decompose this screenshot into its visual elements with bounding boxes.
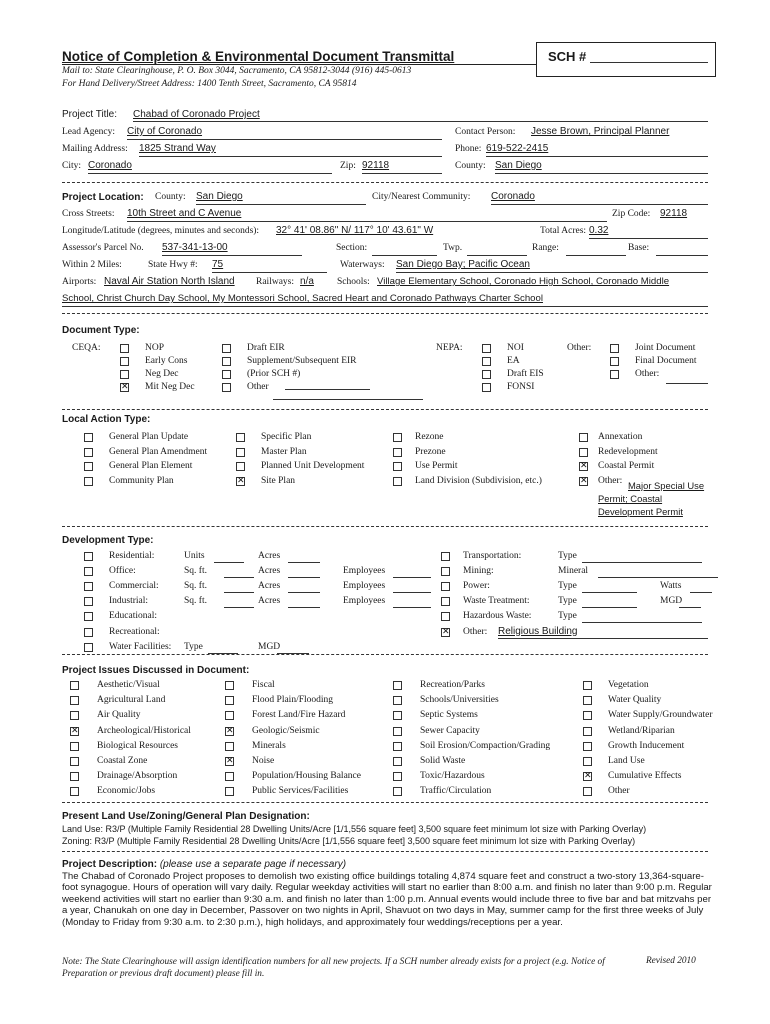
community-line <box>491 204 708 205</box>
zip-label: Zip: <box>340 161 356 171</box>
issue-label-toxic-hazardous: Toxic/Hazardous <box>420 771 485 782</box>
doc-other-input[interactable] <box>273 399 423 400</box>
issue-label-septic-systems: Septic Systems <box>420 710 478 721</box>
location-heading: Project Location: <box>62 192 144 203</box>
other-doc-label-other: Other: <box>635 369 660 379</box>
loc-zip-value[interactable]: 92118 <box>660 208 688 219</box>
contact-value[interactable]: Jesse Brown, Principal Planner <box>531 126 670 137</box>
zip-line <box>362 173 442 174</box>
dev-label-mining: Mining: <box>463 566 494 577</box>
nepa-label-fonsi: FONSI <box>507 382 535 392</box>
dev-office-f2-label: Acres <box>258 566 281 577</box>
sch-input[interactable] <box>590 62 708 63</box>
local-action-label-prezone: Prezone <box>415 446 446 457</box>
ceqa-label-draft-eir: Draft EIR <box>247 343 285 353</box>
ceqa-checkbox-prior-sch[interactable] <box>222 370 231 379</box>
base-input[interactable] <box>656 255 708 256</box>
issue-checkbox-aesthetic-visual[interactable] <box>70 681 79 690</box>
ceqa-checkbox-supplement-subsequent-eir[interactable] <box>222 357 231 366</box>
lead-line <box>127 139 442 140</box>
railways-label: Railways: <box>256 277 294 287</box>
issue-label-growth-inducement: Growth Inducement <box>608 740 685 751</box>
local-action-label-master-plan: Master Plan <box>261 446 307 457</box>
issue-checkbox-economic-jobs[interactable] <box>70 787 79 796</box>
ceqa-checkbox-mit-neg-dec[interactable]: ✕ <box>121 382 129 392</box>
issue-checkbox-solid-waste[interactable] <box>393 757 402 766</box>
hwy-line <box>212 272 327 273</box>
section-input[interactable] <box>372 255 437 256</box>
loc-zip-label: Zip Code: <box>612 209 651 219</box>
zip-value[interactable]: 92118 <box>362 160 390 171</box>
within-label: Within 2 Miles: <box>62 260 122 270</box>
dev-water-facilities-f2-input[interactable] <box>277 653 309 654</box>
issue-label-solid-waste: Solid Waste <box>420 756 466 766</box>
dev-checkbox-residential[interactable] <box>84 552 93 561</box>
waterways-line <box>396 272 708 273</box>
issue-checkbox-geologic-seismic[interactable]: ✕ <box>226 725 234 736</box>
local-action-label-planned-unit-development: Planned Unit Development <box>261 461 365 471</box>
issue-checkbox-coastal-zone[interactable] <box>70 757 79 766</box>
description-note: (please use a separate page if necessary) <box>159 859 347 870</box>
issue-checkbox-schools-universities[interactable] <box>393 696 402 705</box>
parcel-line <box>162 255 302 256</box>
local-action-label-annexation: Annexation <box>598 432 643 442</box>
dev-office-f1-input[interactable] <box>224 577 254 578</box>
footer-note: Note: The State Clearinghouse will assign identification numbers for all new projects. If a SCH number already exists for a project (e.g. Notice of Preparation or previous draft document) please fill in. <box>62 957 605 979</box>
local-action-label-site-plan: Site Plan <box>261 475 296 486</box>
issue-checkbox-sewer-capacity[interactable] <box>393 727 402 736</box>
dev-industrial-f2-input[interactable] <box>288 607 320 608</box>
issue-checkbox-flood-plain-flooding[interactable] <box>225 696 234 705</box>
project-title-label: Project Title: <box>62 109 118 120</box>
ceqa-checkbox-draft-eir[interactable] <box>222 344 231 353</box>
project-title-value[interactable]: Chabad of Coronado Project <box>133 109 260 120</box>
dev-checkbox-power[interactable] <box>441 582 450 591</box>
dev-label-commercial: Commercial: <box>109 581 159 592</box>
divider <box>62 802 708 803</box>
local-action-checkbox-general-plan-element[interactable] <box>84 462 93 471</box>
dev-industrial-f2-label: Acres <box>258 596 281 607</box>
issue-checkbox-septic-systems[interactable] <box>393 711 402 720</box>
ceqa-label-supplement-subsequent-eir: Supplement/Subsequent EIR <box>247 356 357 366</box>
issue-checkbox-other[interactable] <box>583 787 592 796</box>
local-action-label-general-plan-update: General Plan Update <box>109 432 189 442</box>
dev-power-f2-input[interactable] <box>690 592 712 593</box>
dev-checkbox-other[interactable]: ✕ <box>442 626 450 637</box>
issue-label-water-quality: Water Quality <box>608 695 662 706</box>
phone-line <box>486 156 708 157</box>
local-action-label-use-permit: Use Permit <box>415 461 458 471</box>
hand-delivery: For Hand Delivery/Street Address: 1400 Tenth Street, Sacramento, CA 95814 <box>62 79 357 89</box>
local-action-checkbox-community-plan[interactable] <box>84 477 93 486</box>
issue-checkbox-soil-erosion-compaction-grading[interactable] <box>393 742 402 751</box>
other-doc-checkbox-other[interactable] <box>610 370 619 379</box>
range-input[interactable] <box>566 255 626 256</box>
dev-label-residential: Residential: <box>109 551 155 561</box>
issue-checkbox-water-supply-groundwater[interactable] <box>583 711 592 720</box>
issue-label-population-housing-balance: Population/Housing Balance <box>252 771 361 782</box>
dev-label-water-facilities: Water Facilities: <box>109 641 172 652</box>
local-action-label-community-plan: Community Plan <box>109 475 174 486</box>
ceqa-label-neg-dec: Neg Dec <box>145 369 179 379</box>
schools-value-1[interactable]: Village Elementary School, Coronado High School, Coronado Middle <box>377 276 670 287</box>
dev-office-f1-label: Sq. ft. <box>184 566 207 577</box>
description-heading-wrap <box>62 859 346 870</box>
issue-checkbox-drainage-absorption[interactable] <box>70 772 79 781</box>
dev-commercial-f2-input[interactable] <box>288 592 320 593</box>
ceqa-label-other: Other <box>247 382 269 392</box>
other-doc-label: Other: <box>567 343 592 353</box>
local-action-checkbox-general-plan-amendment[interactable] <box>84 448 93 457</box>
local-action-label-land-division-subdivision-etc: Land Division (Subdivision, etc.) <box>415 475 542 486</box>
issue-checkbox-fiscal[interactable] <box>225 681 234 690</box>
ceqa-label: CEQA: <box>72 343 101 353</box>
issue-label-air-quality: Air Quality <box>97 710 141 721</box>
airports-value[interactable]: Naval Air Station North Island <box>104 276 235 287</box>
ceqa-checkbox-nop[interactable] <box>120 344 129 353</box>
issue-checkbox-vegetation[interactable] <box>583 681 592 690</box>
mailing-value[interactable]: 1825 Strand Way <box>139 143 216 154</box>
issues-heading: Project Issues Discussed in Document: <box>62 665 250 676</box>
issue-label-soil-erosion-compaction-grading: Soil Erosion/Compaction/Grading <box>420 740 551 751</box>
dev-commercial-f3-input[interactable] <box>393 592 431 593</box>
dev-label-recreational: Recreational: <box>109 626 160 637</box>
ceqa-label-nop: NOP <box>145 343 165 353</box>
dev-waste-treatment-f1-input[interactable] <box>582 607 637 608</box>
title-line <box>133 121 708 122</box>
issue-checkbox-public-services-facilities[interactable] <box>225 787 234 796</box>
acres-label: Total Acres: <box>540 226 587 236</box>
issue-label-economic-jobs: Economic/Jobs <box>97 786 156 797</box>
local-action-checkbox-land-division-subdivision-etc[interactable] <box>393 477 402 486</box>
phone-label: Phone: <box>455 144 482 154</box>
ceqa-checkbox-other[interactable] <box>222 383 231 392</box>
local-action-checkbox-master-plan[interactable] <box>236 448 245 457</box>
dev-label-hazardous-waste: Hazardous Waste: <box>463 611 532 622</box>
issue-label-vegetation: Vegetation <box>608 680 649 690</box>
nepa-label-noi: NOI <box>507 343 524 353</box>
mail-to: Mail to: State Clearinghouse, P. O. Box 3044, Sacramento, CA 95812-3044 (916) 445-0613 <box>62 66 412 76</box>
dev-label-transportation: Transportation: <box>463 551 522 561</box>
dev-waste-treatment-f2-input[interactable] <box>679 607 701 608</box>
dev-checkbox-waste-treatment[interactable] <box>441 597 450 606</box>
issue-label-water-supply-groundwater: Water Supply/Groundwater <box>608 710 713 721</box>
sch-label: SCH # <box>548 49 587 64</box>
latlong-label: Longitude/Latitude (degrees, minutes and seconds): <box>62 226 260 236</box>
ceqa-label-early-cons: Early Cons <box>145 356 188 366</box>
issue-checkbox-growth-inducement[interactable] <box>583 742 592 751</box>
local-action-checkbox-coastal-permit[interactable]: ✕ <box>580 461 588 471</box>
issue-checkbox-noise[interactable]: ✕ <box>226 756 234 766</box>
issue-checkbox-water-quality[interactable] <box>583 696 592 705</box>
latlong-value[interactable]: 32° 41' 08.86" N/ 117° 10' 43.61" W <box>276 225 434 236</box>
dev-industrial-f1-input[interactable] <box>224 607 254 608</box>
other-doc-checkbox-joint-document[interactable] <box>610 344 619 353</box>
dev-industrial-f3-input[interactable] <box>393 607 431 608</box>
dev-water-facilities-f1-input[interactable] <box>208 653 238 654</box>
mailing-label: Mailing Address: <box>62 144 128 154</box>
lead-agency-label: Lead Agency: <box>62 127 116 137</box>
phone-value[interactable]: 619-522-2415 <box>486 143 549 154</box>
local-action-checkbox-redevelopment[interactable] <box>579 448 588 457</box>
section-label: Section: <box>336 243 368 253</box>
dev-residential-f2-label: Acres <box>258 551 281 561</box>
dev-power-f2-label: Watts <box>660 581 682 592</box>
local-action-label-coastal-permit: Coastal Permit <box>598 461 655 471</box>
ceqa-checkbox-neg-dec[interactable] <box>120 370 129 379</box>
other-doc-label-joint-document: Joint Document <box>635 343 696 353</box>
other-doc-label-final-document: Final Document <box>635 356 697 366</box>
issue-label-recreation-parks: Recreation/Parks <box>420 680 485 690</box>
divider <box>62 851 708 852</box>
issue-checkbox-forest-land-fire-hazard[interactable] <box>225 711 234 720</box>
dev-office-f2-input[interactable] <box>288 577 320 578</box>
dev-residential-f2-input[interactable] <box>288 562 320 563</box>
acres-value[interactable]: 0.32 <box>589 225 609 236</box>
dev-checkbox-industrial[interactable] <box>84 597 93 606</box>
divider <box>62 526 708 527</box>
waterways-value[interactable]: San Diego Bay; Pacific Ocean <box>396 259 530 270</box>
dev-waste-treatment-f1-label: Type <box>558 596 577 607</box>
ceqa-label-mit-neg-dec: Mit Neg Dec <box>145 382 195 392</box>
dev-commercial-f2-label: Acres <box>258 581 281 592</box>
city-value[interactable]: Coronado <box>88 160 132 171</box>
issue-label-fiscal: Fiscal <box>252 680 275 690</box>
dev-label-waste-treatment: Waste Treatment: <box>463 596 530 607</box>
issue-label-wetland-riparian: Wetland/Riparian <box>608 725 675 736</box>
issue-checkbox-population-housing-balance[interactable] <box>225 772 234 781</box>
issue-label-flood-plain-flooding: Flood Plain/Flooding <box>252 695 334 706</box>
dev-checkbox-mining[interactable] <box>441 567 450 576</box>
nepa-checkbox-noi[interactable] <box>482 344 491 353</box>
loc-county-line <box>196 204 366 205</box>
issue-checkbox-wetland-riparian[interactable] <box>583 727 592 736</box>
schools-line <box>62 306 708 307</box>
prior-sch-input[interactable] <box>285 389 370 390</box>
dev-checkbox-office[interactable] <box>84 567 93 576</box>
issue-checkbox-biological-resources[interactable] <box>70 742 79 751</box>
divider <box>62 313 708 314</box>
dev-transportation-f1-label: Type <box>558 551 577 561</box>
other-action-value-1[interactable]: Major Special Use <box>628 480 705 491</box>
issue-label-other: Other <box>608 786 630 797</box>
local-action-checkbox-prezone[interactable] <box>393 448 402 457</box>
local-action-label-other: Other: <box>598 475 623 486</box>
issue-label-archeological-historical: Archeological/Historical <box>97 725 191 736</box>
issue-label-coastal-zone: Coastal Zone <box>97 756 148 766</box>
divider <box>62 409 708 410</box>
schools-value-2[interactable]: School, Christ Church Day School, My Montessori School, Sacred Heart and Coronado Pathways Charter School <box>62 293 543 304</box>
other-action-value-2[interactable]: Permit; Coastal <box>598 493 663 504</box>
cross-line <box>127 221 607 222</box>
land-use-heading: Present Land Use/Zoning/General Plan Designation: <box>62 811 310 822</box>
nepa-label-ea: EA <box>507 356 520 366</box>
issue-label-sewer-capacity: Sewer Capacity <box>420 725 480 736</box>
city-label: City: <box>62 161 82 171</box>
county-value[interactable]: San Diego <box>495 160 542 171</box>
divider <box>62 654 708 655</box>
ceqa-checkbox-early-cons[interactable] <box>120 357 129 366</box>
lead-agency-value[interactable]: City of Coronado <box>127 126 203 137</box>
zoning-line: Zoning: R3/P (Multiple Family Residential 28 Dwelling Units/Acre [1/1,556 square feet] 3,500 square feet minimum lot size with Parking Overlay) <box>62 836 636 846</box>
dev-checkbox-educational[interactable] <box>84 612 93 621</box>
nepa-checkbox-ea[interactable] <box>482 357 491 366</box>
description-text[interactable]: The Chabad of Coronado Project proposes to demolish two existing office buildings totaling 4,874 square feet and construct a two-story 13,364-square-foot synagogue. Hours of operation will vary daily. Regular weekday activities will start no earlier than 8:00 a.m. and finish no later than 9:00 p.m. Regular weekend activities will start no earlier than 9:30 a.m. and finish no later than 1:00 p.m. Annual events would include three to five bar and bat mitzvahs per a year, Chanukah on one day in December, Passover on two nights in April, Shavuot on two days in May, summer camp for the first three weeks of July (Monday to Friday from 9:30 a.m. to 2:30 p.m.), high holidays, and approximately four weddings/receptions per a year. <box>62 871 712 928</box>
dev-commercial-f1-label: Sq. ft. <box>184 581 207 592</box>
dev-residential-f1-input[interactable] <box>214 562 244 563</box>
cross-label: Cross Streets: <box>62 209 115 219</box>
railways-value[interactable]: n/a <box>300 276 314 287</box>
issue-label-public-services-facilities: Public Services/Facilities <box>252 786 349 797</box>
twp-input[interactable] <box>467 255 527 256</box>
issue-checkbox-recreation-parks[interactable] <box>393 681 402 690</box>
issue-checkbox-minerals[interactable] <box>225 742 234 751</box>
twp-label: Twp. <box>443 243 463 253</box>
community-value[interactable]: Coronado <box>491 191 535 202</box>
parcel-label: Assessor's Parcel No. <box>62 243 144 253</box>
issue-checkbox-air-quality[interactable] <box>70 711 79 720</box>
development-heading: Development Type: <box>62 535 154 546</box>
issue-label-traffic-circulation: Traffic/Circulation <box>420 786 492 797</box>
local-action-checkbox-general-plan-update[interactable] <box>84 433 93 442</box>
local-action-checkbox-use-permit[interactable] <box>393 462 402 471</box>
divider <box>62 182 708 183</box>
dev-waste-treatment-f2-label: MGD <box>660 596 683 607</box>
dev-checkbox-water-facilities[interactable] <box>84 643 93 652</box>
revised-label: Revised 2010 <box>646 956 696 966</box>
local-action-heading: Local Action Type: <box>62 414 151 425</box>
dev-office-f3-label: Employees <box>343 566 386 577</box>
nepa-label-draft-eis: Draft EIS <box>507 369 544 379</box>
ceqa-label-prior-sch: (Prior SCH #) <box>247 369 301 379</box>
dev-water-facilities-f1-label: Type <box>184 641 203 652</box>
issue-label-schools-universities: Schools/Universities <box>420 695 499 706</box>
mailing-line <box>139 156 442 157</box>
form-title: Notice of Completion & Environmental Document Transmittal <box>62 49 455 64</box>
dev-hazardous-waste-f1-label: Type <box>558 611 577 622</box>
parcel-value[interactable]: 537-341-13-00 <box>162 242 228 253</box>
local-action-label-redevelopment: Redevelopment <box>598 446 658 457</box>
issue-label-land-use: Land Use <box>608 756 645 766</box>
issue-checkbox-cumulative-effects[interactable]: ✕ <box>584 771 592 782</box>
county-label: County: <box>455 161 486 171</box>
loc-county-label: County: <box>155 192 186 202</box>
issue-label-cumulative-effects: Cumulative Effects <box>608 771 682 782</box>
hwy-label: State Hwy #: <box>148 260 198 270</box>
issue-label-biological-resources: Biological Resources <box>97 740 178 751</box>
dev-label-office: Office: <box>109 566 136 577</box>
loc-county-value[interactable]: San Diego <box>196 191 243 202</box>
dev-office-f3-input[interactable] <box>393 577 431 578</box>
local-action-checkbox-specific-plan[interactable] <box>236 433 245 442</box>
cross-value[interactable]: 10th Street and C Avenue <box>127 208 242 219</box>
nepa-label: NEPA: <box>436 343 463 353</box>
issue-checkbox-land-use[interactable] <box>583 757 592 766</box>
dev-industrial-f1-label: Sq. ft. <box>184 596 207 607</box>
dev-checkbox-hazardous-waste[interactable] <box>441 612 450 621</box>
dev-label-industrial: Industrial: <box>109 596 149 607</box>
issue-checkbox-agricultural-land[interactable] <box>70 696 79 705</box>
issue-label-drainage-absorption: Drainage/Absorption <box>97 771 178 782</box>
dev-water-facilities-f2-label: MGD <box>258 641 281 652</box>
dev-transportation-f1-input[interactable] <box>582 562 702 563</box>
city-line <box>88 173 332 174</box>
local-action-label-general-plan-element: General Plan Element <box>109 461 193 471</box>
community-label: City/Nearest Community: <box>372 192 471 202</box>
issue-label-aesthetic-visual: Aesthetic/Visual <box>97 680 160 690</box>
issue-checkbox-archeological-historical[interactable]: ✕ <box>71 725 79 736</box>
dev-commercial-f1-input[interactable] <box>224 592 254 593</box>
issue-checkbox-traffic-circulation[interactable] <box>393 787 402 796</box>
local-action-label-general-plan-amendment: General Plan Amendment <box>109 446 208 457</box>
local-action-checkbox-other[interactable]: ✕ <box>580 475 588 486</box>
dev-other-line <box>498 638 708 639</box>
local-action-checkbox-site-plan[interactable]: ✕ <box>237 475 245 486</box>
dev-commercial-f3-label: Employees <box>343 581 386 592</box>
local-action-checkbox-planned-unit-development[interactable] <box>236 462 245 471</box>
description-heading: Project Description: <box>62 859 158 870</box>
other-action-value-3[interactable]: Development Permit <box>598 506 683 517</box>
issue-label-noise: Noise <box>252 756 275 766</box>
title-rule <box>62 64 536 65</box>
local-action-label-rezone: Rezone <box>415 432 444 442</box>
local-action-label-specific-plan: Specific Plan <box>261 432 312 442</box>
range-label: Range: <box>532 243 559 253</box>
local-action-checkbox-rezone[interactable] <box>393 433 402 442</box>
issue-checkbox-toxic-hazardous[interactable] <box>393 772 402 781</box>
issue-label-minerals: Minerals <box>252 740 286 751</box>
dev-residential-f1-label: Units <box>184 551 205 561</box>
airports-label: Airports: <box>62 277 97 287</box>
dev-checkbox-commercial[interactable] <box>84 582 93 591</box>
schools-label: Schools: <box>337 277 370 287</box>
nepa-checkbox-fonsi[interactable] <box>482 383 491 392</box>
dev-other-value[interactable]: Religious Building <box>498 625 578 637</box>
other-doc-checkbox-final-document[interactable] <box>610 357 619 366</box>
doc-type-heading: Document Type: <box>62 325 140 336</box>
dev-label-other: Other: <box>463 626 488 637</box>
issue-label-geologic-seismic: Geologic/Seismic <box>252 725 320 736</box>
dev-checkbox-transportation[interactable] <box>441 552 450 561</box>
land-use-line: Land Use: R3/P (Multiple Family Residential 28 Dwelling Units/Acre [1/1,556 square feet] 3,500 square feet minimum lot size with Parking Overlay) <box>62 824 647 834</box>
dev-power-f1-input[interactable] <box>582 592 637 593</box>
nepa-checkbox-draft-eis[interactable] <box>482 370 491 379</box>
dev-mining-f1-input[interactable] <box>598 577 718 578</box>
dev-mining-f1-label: Mineral <box>558 566 589 577</box>
acres-line <box>589 238 708 239</box>
contact-label: Contact Person: <box>455 127 516 137</box>
dev-power-f1-label: Type <box>558 581 577 592</box>
hwy-value[interactable]: 75 <box>212 259 224 270</box>
dev-hazardous-waste-f1-input[interactable] <box>582 622 702 623</box>
dev-label-educational: Educational: <box>109 611 158 622</box>
issue-label-agricultural-land: Agricultural Land <box>97 695 166 706</box>
dev-checkbox-recreational[interactable] <box>84 628 93 637</box>
waterways-label: Waterways: <box>340 260 385 270</box>
county-line <box>495 173 708 174</box>
dev-industrial-f3-label: Employees <box>343 596 386 607</box>
dev-label-power: Power: <box>463 581 490 592</box>
base-label: Base: <box>628 243 650 253</box>
other-doc-input[interactable] <box>666 383 708 384</box>
local-action-checkbox-annexation[interactable] <box>579 433 588 442</box>
issue-label-forest-land-fire-hazard: Forest Land/Fire Hazard <box>252 710 346 721</box>
